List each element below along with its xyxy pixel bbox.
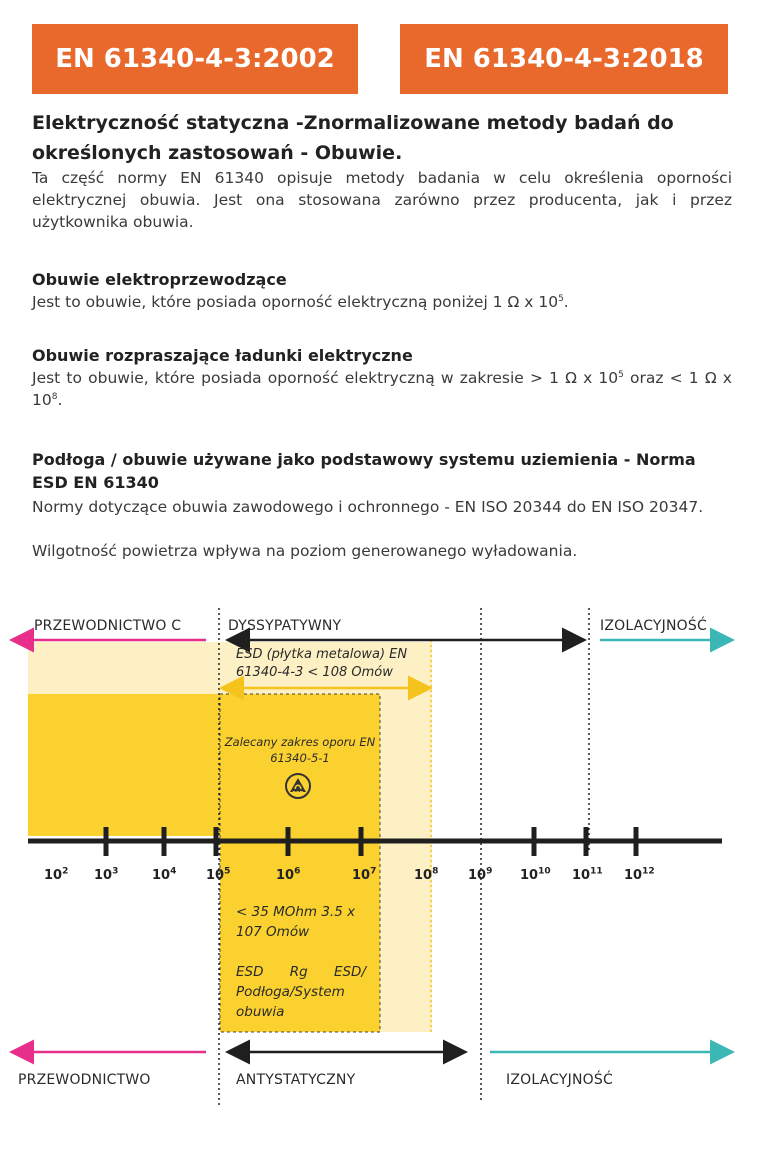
tick-label-exponent: 12: [642, 866, 655, 877]
tick-label-base: 10: [520, 868, 539, 883]
tick-label-exponent: 8: [432, 866, 439, 877]
label-conductive-bottom: PRZEWODNICTWO: [18, 1072, 151, 1088]
tick-label-base: 10: [152, 868, 171, 883]
esd-plate-note: ESD (płytka metalowa) EN 61340-4-3 < 108 Omów: [236, 647, 408, 680]
floor-heading: Podłoga / obuwie używane jako podstawowy systemu uziemienia - Norma ESD EN 61340: [32, 450, 696, 492]
intro-title: [32, 108, 732, 168]
intro-title-line1: Elektryczność statyczna -Znormalizowane metody badań do: [32, 112, 674, 134]
tick-label-exponent: 10: [538, 866, 551, 877]
tick-label-exponent: 11: [590, 866, 603, 877]
axis-tick-label: [520, 868, 551, 883]
tick-label-exponent: 9: [486, 866, 493, 877]
intro-body: Ta część normy EN 61340 opisuje metody badania w celu określenia oporności elektrycznej obuwia. Jest ona stosowana zarówno przez producenta, jak i przez użytkownika obuwia.: [32, 169, 732, 231]
dissipative-body: [32, 367, 732, 411]
label-antistatic: ANTYSTATYCZNY: [236, 1072, 356, 1088]
yellow-band-conductive: [28, 694, 220, 836]
conductive-body-end: .: [563, 293, 569, 311]
tick-label-base: 10: [572, 868, 591, 883]
conductive-body-text: Jest to obuwie, które posiada oporność elektryczną poniżej 1 Ω x 10: [32, 293, 559, 311]
dissipative-body-mid: oraz < 1 Ω x 10: [32, 369, 732, 409]
light-band-lower: [380, 694, 432, 1032]
floor-body-2: Wilgotność powietrza wpływa na poziom generowanego wyładowania.: [32, 542, 578, 560]
tick-label-exponent: 7: [370, 866, 377, 877]
tick-label-exponent: 2: [62, 866, 69, 877]
tick-label-base: 10: [44, 868, 63, 883]
dissipative-exponent-2: 8: [51, 391, 58, 402]
tick-label-base: 10: [206, 868, 225, 883]
dissipative-heading: Obuwie rozpraszające ładunki elektryczne: [32, 346, 413, 365]
conductive-exponent: 5: [558, 293, 564, 304]
axis-tick-label: [94, 868, 118, 883]
tick-label-base: 10: [94, 868, 113, 883]
label-insulating-top: IZOLACYJNOŚĆ: [600, 618, 707, 634]
axis-tick-label: [624, 868, 655, 883]
tick-label-base: 10: [414, 868, 433, 883]
axis-tick-label: [414, 868, 438, 883]
label-dissipative: DYSSYPATYWNY: [228, 618, 342, 634]
axis-tick-label: [44, 868, 68, 883]
tick-label-base: 10: [352, 868, 371, 883]
axis-tick-label: [468, 868, 492, 883]
axis-tick-label: [572, 868, 603, 883]
tick-label-base: 10: [468, 868, 487, 883]
standard-badge-2018: EN 61340-4-3:2018: [400, 24, 728, 94]
range-note: < 35 MOhm 3.5 x 107 Omów: [236, 904, 356, 940]
intro-title-line2: określonych zastosowań - Obuwie.: [32, 142, 403, 164]
tick-label-exponent: 6: [294, 866, 301, 877]
conductive-heading: Obuwie elektroprzewodzące: [32, 270, 287, 289]
dissipative-exponent-1: 5: [618, 369, 624, 380]
recommended-range-note: Zalecany zakres oporu EN 61340-5-1: [224, 735, 376, 765]
conductive-body: [32, 291, 732, 313]
dissipative-body-end: .: [57, 391, 63, 409]
tick-label-exponent: 5: [224, 866, 231, 877]
system-note: ESD Rg ESD/ Podłoga/System obuwia: [236, 964, 366, 1020]
floor-body-1: Normy dotyczące obuwia zawodowego i ochronnego - EN ISO 20344 do EN ISO 20347.: [32, 498, 704, 516]
standard-badge-2002: EN 61340-4-3:2002: [32, 24, 358, 94]
label-conductive-top: PRZEWODNICTWO C: [34, 618, 182, 634]
axis-tick-label: [206, 868, 230, 883]
tick-label-base: 10: [624, 868, 643, 883]
axis-tick-label: [352, 868, 376, 883]
resistance-diagram: [0, 600, 764, 1140]
label-insulating-bottom: IZOLACYJNOŚĆ: [506, 1072, 613, 1088]
tick-label-base: 10: [276, 868, 295, 883]
esd-symbol-label: ESD: [292, 791, 304, 797]
tick-label-exponent: 3: [112, 866, 119, 877]
axis-tick-label: [276, 868, 300, 883]
axis-tick-label: [152, 868, 176, 883]
dissipative-body-text: Jest to obuwie, które posiada oporność elektryczną w zakresie > 1 Ω x 10: [32, 369, 619, 387]
tick-label-exponent: 4: [170, 866, 177, 877]
